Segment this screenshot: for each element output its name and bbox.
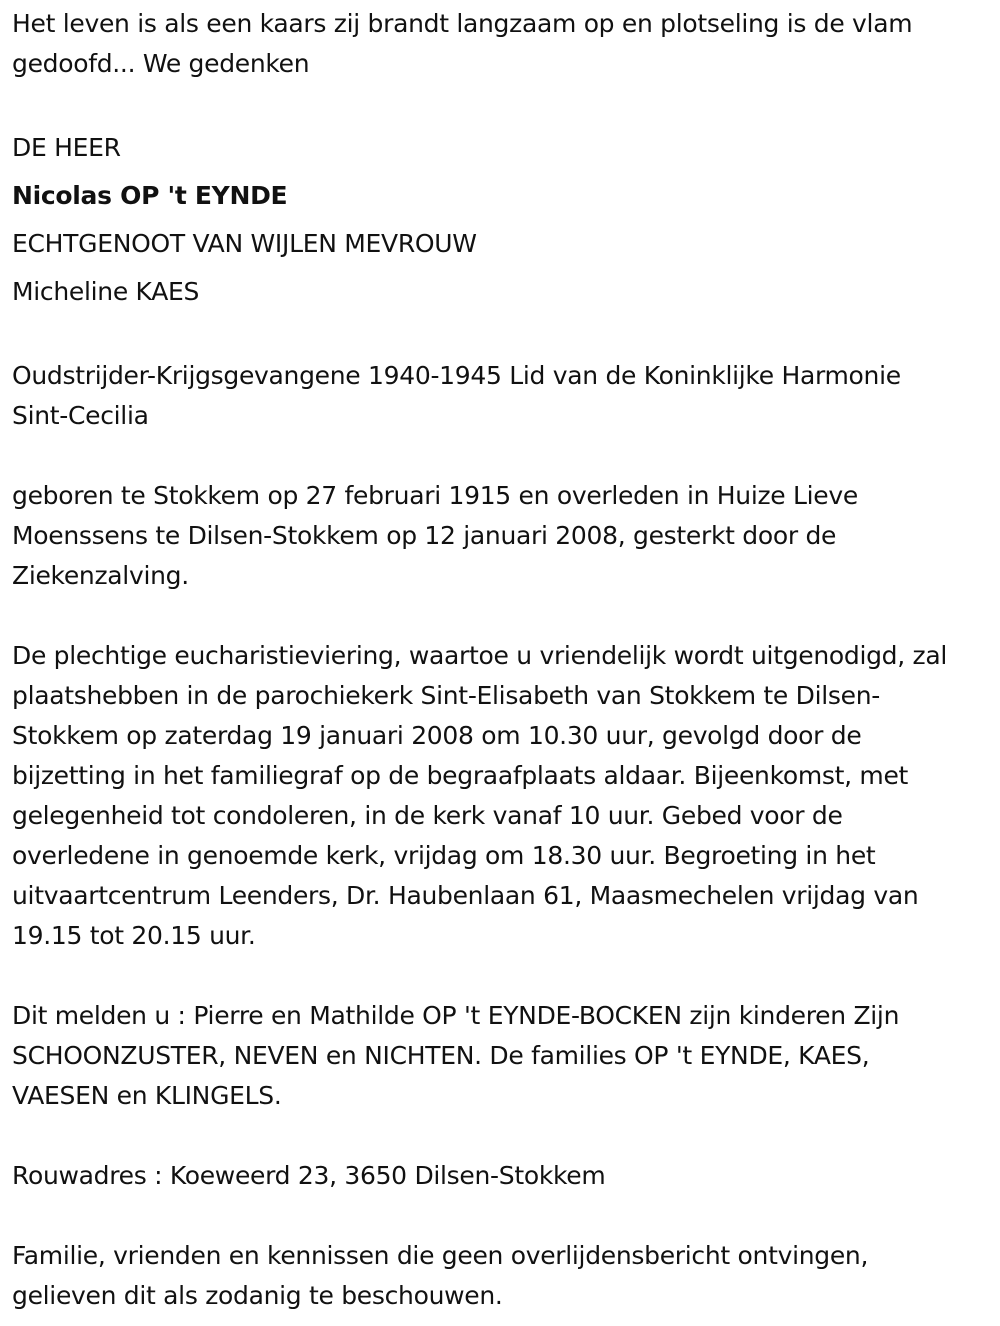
affiliation-text: Oudstrijder-Krijgsgevangene 1940-1945 Lid van de Koninklijke Harmonie Sint-Cecilia bbox=[12, 361, 901, 430]
title-prefix: DE HEER bbox=[12, 133, 121, 162]
spacer bbox=[12, 1196, 964, 1236]
spacer bbox=[12, 84, 964, 124]
spouse-name: Micheline KAES bbox=[12, 277, 200, 306]
spacer bbox=[12, 956, 964, 996]
ceremony-text: De plechtige eucharistieviering, waartoe u vriendelijk wordt uitgenodigd, zal plaatshebben in de parochiekerk Sint-Elisabeth van Stokkem te Dilsen-Stokkem op zaterdag 19 januari 2008 om 10.30 uur, gevolgd door de bijzetting in het familiegraf op de begraafplaats aldaar. Bijeenkomst, met gelegenheid tot condoleren, in de kerk vanaf 10 uur. Gebed voor de overledene in genoemde kerk, vrijdag om 18.30 uur. Begroeting in het uitvaartcentrum Leenders, Dr. Haubenlaan 61, Maasmechelen vrijdag van 19.15 tot 20.15 uur. bbox=[12, 641, 948, 950]
mourning-address: Rouwadres : Koeweerd 23, 3650 Dilsen-Stokkem bbox=[12, 1161, 606, 1190]
spacer bbox=[12, 1116, 964, 1156]
announcement-text: Dit melden u : Pierre en Mathilde OP 't EYNDE-BOCKEN zijn kinderen Zijn SCHOONZUSTER, NEVEN en NICHTEN. De families OP 't EYNDE, KAES, VAESEN en KLINGELS. bbox=[12, 1001, 900, 1110]
birth-death-text: geboren te Stokkem op 27 februari 1915 en overleden in Huize Lieve Moenssens te Dilsen-Stokkem op 12 januari 2008, gesterkt door de Ziekenzalving. bbox=[12, 481, 858, 590]
spouse-prefix: ECHTGENOOT VAN WIJLEN MEVROUW bbox=[12, 229, 477, 258]
intro-text: Het leven is als een kaars zij brandt langzaam op en plotseling is de vlam gedoofd... We gedenken bbox=[12, 9, 913, 78]
closing-text: Familie, vrienden en kennissen die geen overlijdensbericht ontvingen, gelieven dit als zodanig te beschouwen. bbox=[12, 1241, 869, 1310]
spacer bbox=[12, 436, 964, 476]
spacer bbox=[12, 596, 964, 636]
spacer bbox=[12, 316, 964, 356]
deceased-name: Nicolas OP 't EYNDE bbox=[12, 181, 288, 210]
